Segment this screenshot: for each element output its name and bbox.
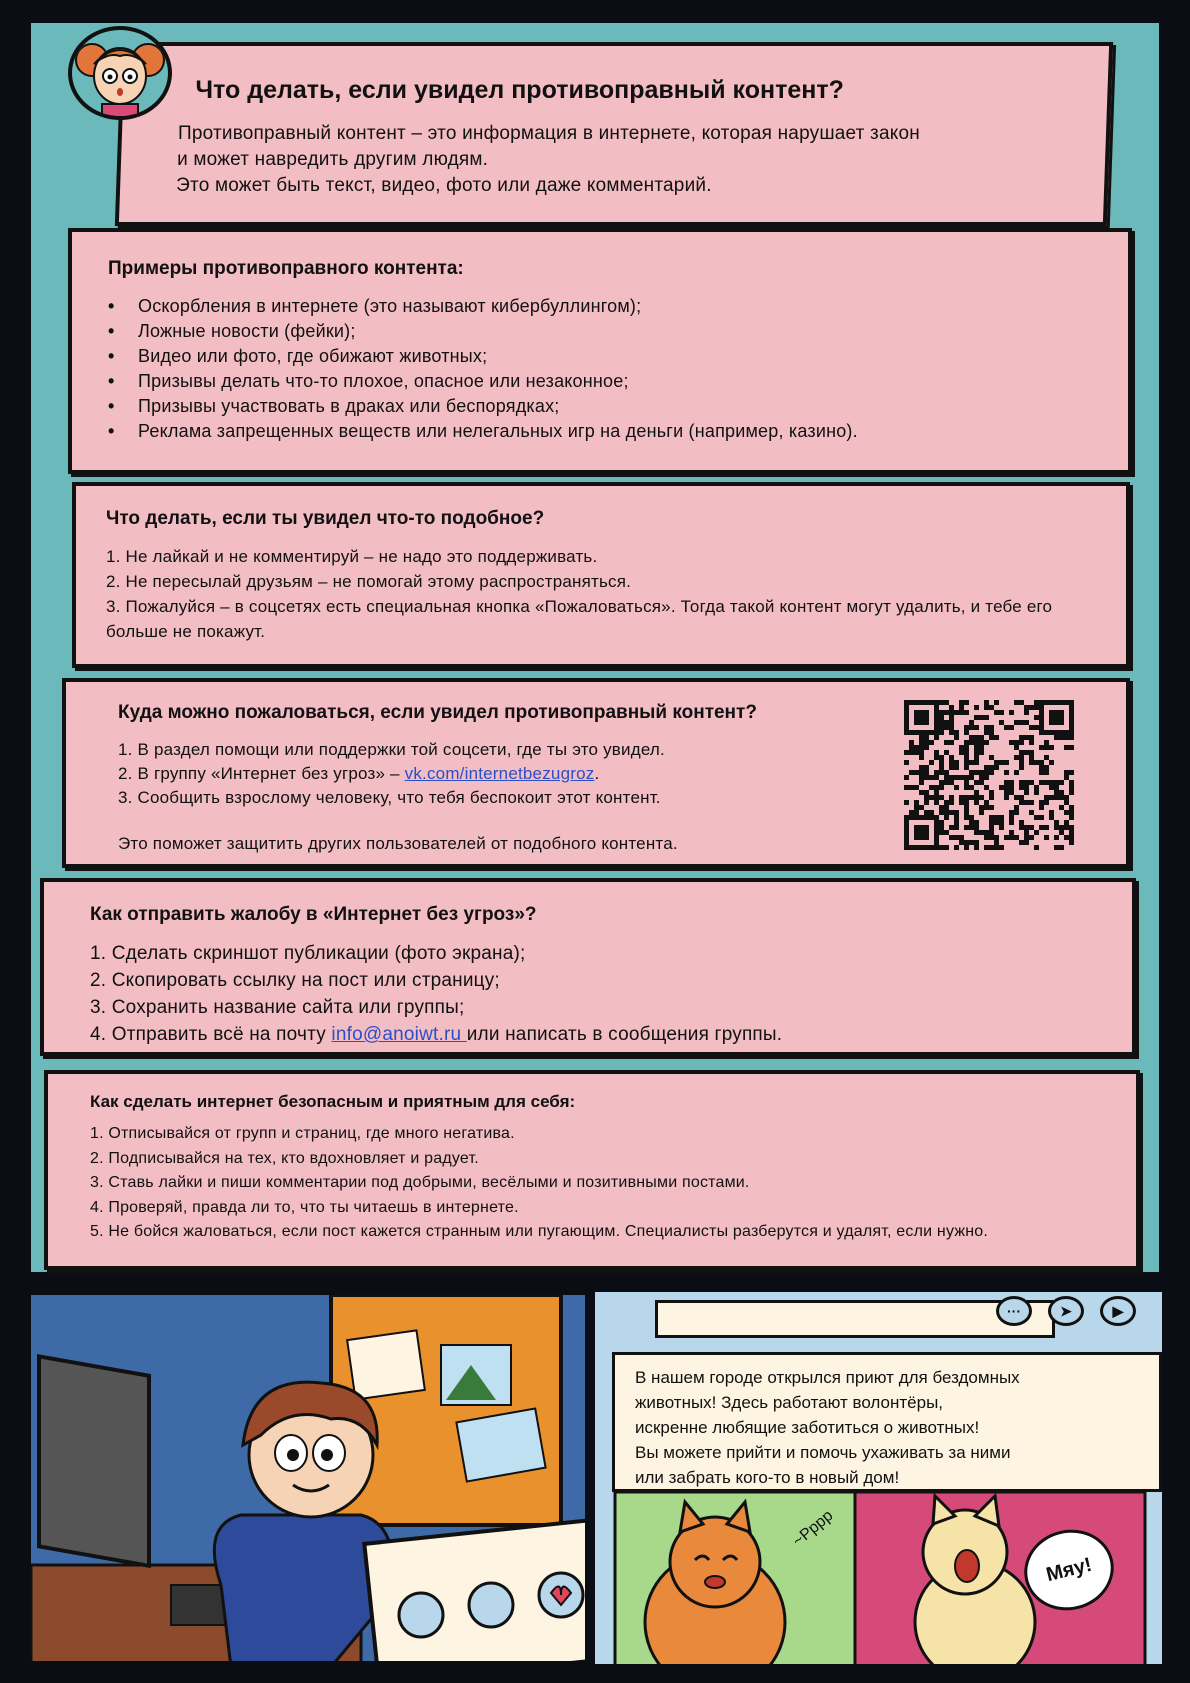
girl-avatar-icon [68,26,172,120]
list-item: • Оскорбления в интернете (это называют кибербуллингом); [108,294,1092,319]
post-line: животных! Здесь работают волонтёры, [635,1393,944,1412]
meow-speech-bubble: Мяу! [1016,1520,1123,1619]
list-item: 2. В группу «Интернет без угроз» – vk.com/internetbezugroz. [118,764,600,783]
list-item: 1. Отписывайся от групп и страниц, где много негатива. [90,1125,515,1142]
where-title: Куда можно пожаловаться, если увидел противоправный контент? [118,702,757,723]
intro-card [115,42,1113,226]
where-card [62,678,1130,868]
list-item: 4. Проверяй, правда ли то, что ты читаешь в интернете. [90,1198,519,1216]
list-item: • Призывы делать что-то плохое, опасное или незаконное; [108,369,1092,394]
how-card [40,878,1136,1056]
post-line: искренне любящие заботиться о животных! [635,1418,980,1437]
list-item: 2. Не пересылай друзьям – не помогай этому распространяться. [106,572,632,591]
intro-line: Противоправный контент – это информация в интернете, которая нарушает закон [178,123,920,144]
safe-title: Как сделать интернет безопасным и приятным для себя: [90,1092,576,1111]
qr-code-icon[interactable] [904,700,1074,850]
list-item: 3. Сохранить название сайта или группы; [90,997,465,1018]
list-item: • Реклама запрещенных веществ или нелегальных игр на деньги (например, казино). [108,419,1092,444]
post-line: или забрать кого-то в новый дом! [635,1468,900,1487]
post-line: Вы можете прийти и помочь ухаживать за ними [635,1443,1011,1462]
play-icon[interactable]: ▶ [1100,1296,1136,1326]
list-item: 1. Сделать скриншот публикации (фото экрана); [90,943,526,964]
post-line: В нашем городе открылся приют для бездомных [635,1368,1020,1387]
examples-title: Примеры противоправного контента: [108,258,464,279]
where-note: Это поможет защитить других пользователей от подобного контента. [118,834,678,853]
list-item: • Призывы участвовать в драках или беспорядках; [108,394,1092,419]
list-item: 2. Скопировать ссылку на пост или страницу; [90,970,500,991]
examples-card [68,228,1132,474]
how-title: Как отправить жалобу в «Интернет без угроз»? [90,904,537,925]
todo-card [72,482,1130,668]
more-options-icon[interactable]: ··· [996,1296,1032,1326]
list-item: 4. Отправить всё на почту info@anoiwt.ru или написать в сообщения группы. [90,1024,783,1045]
purr-text: ~Рррр [789,1507,837,1551]
safe-card [44,1070,1140,1270]
list-item: 2. Подписывайся на тех, кто вдохновляет и радует. [90,1149,479,1167]
vk-group-link[interactable]: vk.com/internetbezugroz [404,764,595,783]
todo-title: Что делать, если ты увидел что-то подобное? [106,508,545,529]
list-item: • Видео или фото, где обижают животных; [108,344,1092,369]
feed-header-bar [655,1300,1055,1338]
email-link[interactable]: info@anoiwt.ru [331,1024,467,1045]
boy-at-computer-illustration [31,1295,591,1664]
page-title: Что делать, если увидел противоправный контент? [195,76,844,104]
intro-line: Это может быть текст, видео, фото или даже комментарий. [176,175,712,196]
list-item: 5. Не бойся жаловаться, если пост кажется странным или пугающим. Специалисты разберутся и удалят, если нужно. [90,1223,989,1240]
list-item: 1. Не лайкай и не комментируй – не надо это поддерживать. [106,547,598,566]
list-item: 3. Ставь лайки и пиши комментарии под добрыми, весёлыми и позитивными постами. [90,1174,750,1191]
send-icon[interactable]: ➤ [1048,1296,1084,1326]
list-item: 3. Сообщить взрослому человеку, что тебя беспокоит этот контент. [118,788,661,807]
list-item: 1. В раздел помощи или поддержки той соцсети, где ты это увидел. [118,740,665,759]
list-item: 3. Пожалуйся – в соцсетях есть специальная кнопка «Пожаловаться». Тогда такой контент могут удалить, и тебе его больше не покажут. [106,597,1053,641]
feed-post [612,1352,1162,1492]
list-item: • Ложные новости (фейки); [108,319,1092,344]
intro-line: и может навредить другим людям. [177,149,489,170]
